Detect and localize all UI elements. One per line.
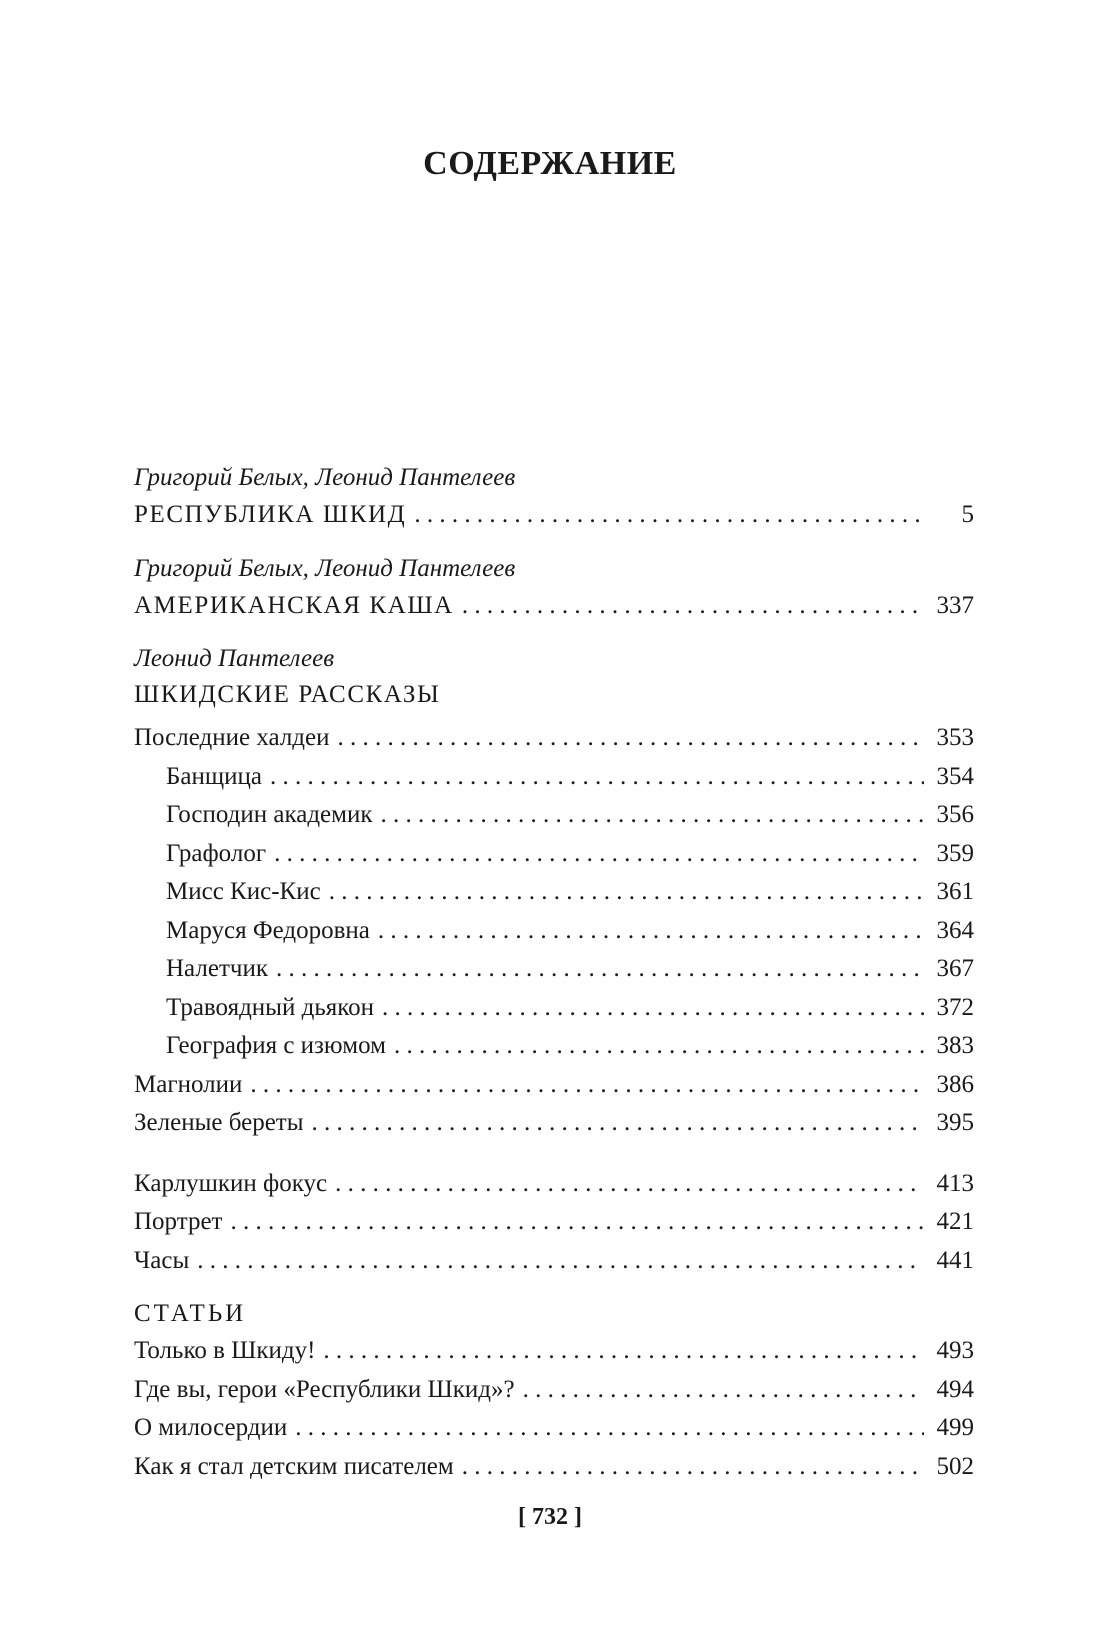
dot-leader — [414, 496, 924, 535]
author-line: Григорий Белых, Леонид Пантелеев — [134, 464, 516, 491]
toc-entry[interactable] — [134, 873, 974, 912]
page-number: 356 — [936, 801, 974, 828]
entry-title: Мисс Кис-Кис — [166, 878, 321, 905]
page-number: 441 — [936, 1246, 974, 1274]
dot-leader — [462, 587, 924, 626]
dot-leader — [250, 1066, 924, 1105]
page-number: 395 — [936, 1109, 974, 1136]
section-heading: ШКИДСКИЕ РАССКАЗЫ — [134, 681, 441, 708]
toc-entry-respublika-shkid[interactable] — [134, 496, 974, 535]
dot-leader — [394, 1027, 924, 1066]
entry-title: Магнолии — [134, 1070, 243, 1098]
dot-leader — [338, 719, 925, 758]
dot-leader — [270, 758, 924, 797]
page-number: 502 — [936, 1452, 974, 1480]
toc-entry[interactable] — [134, 1104, 974, 1143]
page-number: 494 — [936, 1375, 974, 1403]
table-of-contents — [134, 460, 974, 1486]
entry-title: Портрет — [134, 1208, 223, 1235]
dot-leader — [197, 1242, 924, 1281]
entry-title: Маруся Федоровна — [166, 916, 370, 944]
dot-leader — [276, 950, 924, 989]
entry-title: Зеленые береты — [134, 1109, 304, 1136]
entry-title: Графолог — [166, 839, 267, 867]
dot-leader — [329, 873, 924, 912]
page-number: 361 — [936, 878, 974, 905]
toc-entry[interactable] — [134, 1027, 974, 1066]
page-number: 413 — [936, 1169, 974, 1197]
entry-title: Господин академик — [166, 801, 373, 828]
page-folio: [ 732 ] — [518, 1504, 582, 1530]
page-number: 383 — [936, 1032, 974, 1059]
page-number: 386 — [936, 1070, 974, 1098]
page-number: 353 — [936, 724, 974, 751]
dot-leader — [230, 1203, 924, 1242]
page-number: 421 — [936, 1208, 974, 1235]
entry-title: Налетчик — [166, 955, 268, 982]
section-heading: СТАТЬИ — [134, 1300, 247, 1327]
page-number: 364 — [936, 916, 974, 944]
page-title: СОДЕРЖАНИЕ — [423, 145, 677, 182]
dot-leader — [380, 796, 924, 835]
page-number: 337 — [936, 591, 974, 619]
toc-entry[interactable] — [134, 950, 974, 989]
entry-title: Только в Шкиду! — [134, 1337, 316, 1364]
entry-title: География с изюмом — [166, 1032, 386, 1059]
toc-entry[interactable] — [134, 719, 974, 758]
author-line: Леонид Пантелеев — [134, 645, 335, 672]
page-number: 372 — [936, 993, 974, 1021]
toc-entry-amerikanskaya-kasha[interactable] — [134, 587, 974, 626]
toc-entry[interactable] — [134, 1066, 974, 1105]
toc-entry[interactable] — [134, 758, 974, 797]
entry-title: РЕСПУБЛИКА ШКИД — [134, 501, 407, 528]
page-number: 354 — [936, 762, 974, 790]
toc-entry[interactable] — [134, 1203, 974, 1242]
entry-title: Карлушкин фокус — [134, 1169, 328, 1197]
entry-title: Часы — [134, 1246, 190, 1274]
entry-title: Где вы, герои «Республики Шкид»? — [134, 1375, 515, 1403]
dot-leader — [462, 1448, 924, 1487]
dot-leader — [274, 835, 924, 874]
entry-title: Как я стал детским писателем — [134, 1452, 454, 1480]
toc-entry[interactable] — [134, 1242, 974, 1281]
entry-title: Травоядный дьякон — [166, 993, 374, 1021]
dot-leader — [312, 1104, 924, 1143]
toc-entry[interactable] — [134, 796, 974, 835]
toc-entry[interactable] — [134, 1409, 974, 1448]
page-number: 367 — [936, 955, 974, 982]
toc-entry[interactable] — [134, 1448, 974, 1487]
toc-entry[interactable] — [134, 1332, 974, 1371]
entry-title: Последние халдеи — [134, 724, 330, 751]
toc-entry[interactable] — [134, 1165, 974, 1204]
toc-entry[interactable] — [134, 912, 974, 951]
page-number: 5 — [961, 501, 974, 528]
entry-title: О милосердии — [134, 1414, 288, 1441]
dot-leader — [382, 989, 924, 1028]
page-number: 493 — [936, 1337, 974, 1364]
toc-entry[interactable] — [134, 1371, 974, 1410]
dot-leader — [323, 1332, 924, 1371]
dot-leader — [335, 1165, 924, 1204]
toc-entry[interactable] — [134, 989, 974, 1028]
dot-leader — [295, 1409, 924, 1448]
page-number: 499 — [936, 1414, 974, 1441]
dot-leader — [378, 912, 924, 951]
page-number: 359 — [936, 839, 974, 867]
entry-title: АМЕРИКАНСКАЯ КАША — [134, 591, 454, 619]
entry-title: Банщица — [166, 762, 262, 790]
dot-leader — [523, 1371, 924, 1410]
author-line: Григорий Белых, Леонид Пантелеев — [134, 554, 516, 582]
toc-entry[interactable] — [134, 835, 974, 874]
